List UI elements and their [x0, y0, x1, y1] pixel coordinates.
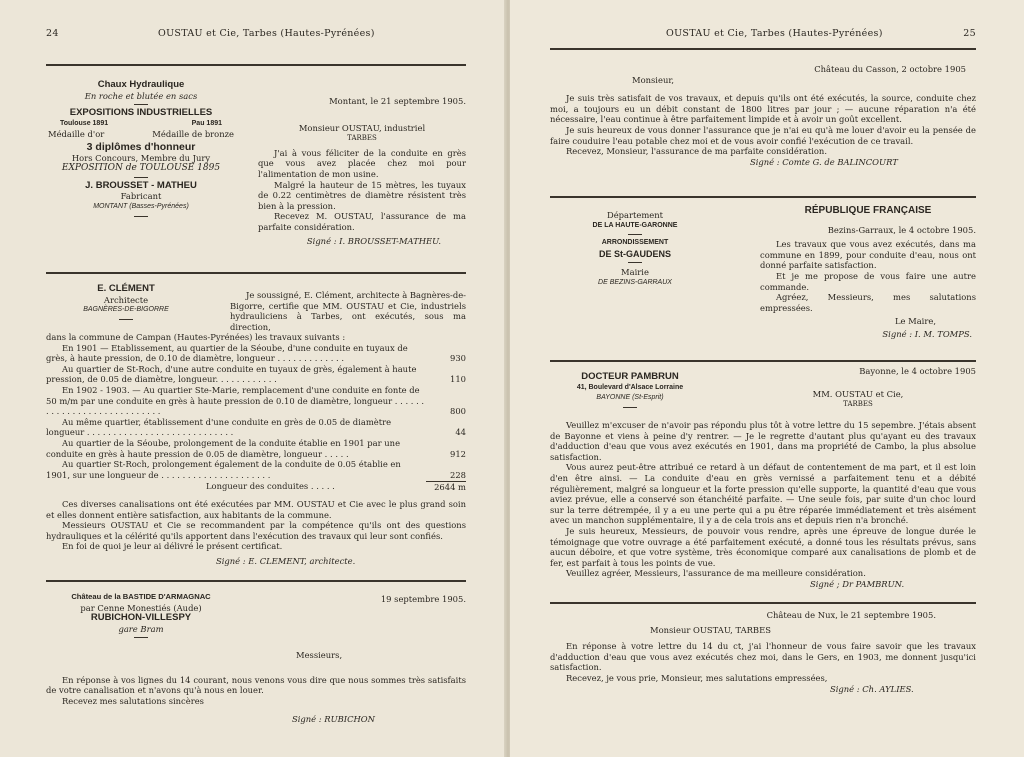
divider: [119, 319, 133, 320]
firm-subtitle: En roche et blutée en sacs: [84, 90, 198, 101]
letter-pambrun: [550, 420, 976, 590]
page-number: 25: [963, 28, 976, 39]
architect-place: BAGNÈRES-DE-BIGORRE: [83, 306, 169, 314]
letter-body: Je suis heureux, Messieurs, de pouvoir vous rendre, après une épreuve de longue durée le témoignage que votre ouvrage a été parfaitement exécuté, a donné tous les résultats prévus, sans aucun déboire, et que votre système, très économique comparé aux canalisations de plomb et de fer, est parfait à tous les points de vue.: [550, 525, 976, 568]
letter-date: Château de Nux, le 21 septembre 1905.: [766, 610, 936, 620]
letter-body: Les travaux que vous avez exécutés, dans ma commune en 1899, pour conduite d'eau, nous ont donné parfaite satisfaction.: [760, 239, 976, 271]
divider: [134, 177, 148, 178]
work-item-text: Au quartier de la Séoube, prolongement de la conduite établie en 1901 par une conduite en grès à haute pression de 0.05 de diamètre, longueur . . . . .: [46, 437, 401, 459]
addressee: MM. OUSTAU et Cie,: [812, 388, 904, 399]
letter-date: Montant, le 21 septembre 1905.: [329, 96, 466, 106]
section-rule: [550, 602, 976, 604]
letterhead-rubichon: [46, 592, 236, 641]
salutation: Monsieur,: [632, 74, 675, 85]
divider: [134, 637, 148, 638]
chateau-name: Château de la BASTIDE D'ARMAGNAC: [71, 592, 211, 601]
work-item-text: En 1902 - 1903. — Au quartier Ste-Marie, remplacement d'une conduite en fonte de 50 m/m par une conduite en grès à haute pression de 0.10 de diamètre, longueur . . . . . . . . . . . . . . . . . . . . . . . . . . . .: [46, 384, 425, 417]
work-item: [46, 438, 466, 459]
chateau-location: par Cenne Monestiés (Aude): [80, 602, 202, 613]
running-head-right: [666, 28, 976, 39]
certificate-paragraph: Ces diverses canalisations ont été exécutées par MM. OUSTAU et Cie avec le plus grand soin et elles donnent entière satisfaction, aux habitants de la commune.: [46, 498, 466, 520]
certificate-intro2: dans la commune de Campan (Hautes-Pyrénées) les travaux suivants :: [46, 332, 346, 342]
letter-body: Je suis très satisfait de vos travaux, et depuis qu'ils ont été exécutés, la source, conduite chez moi, a toujours eu un débit constant de 1800 litres par jour ; — aucune réparation n'a été nécessaire, l'eau continue à être parfaitement limpide et à avoir un goût excellent.: [550, 93, 976, 125]
medal-gold: Médaille d'or: [48, 129, 105, 140]
letter-body: Je suis heureux de vous donner l'assurance que je n'ai eu qu'à me louer d'avoir eu la pensée de faire couduire l'eau potable chez moi et de vous avoir confié l'exécution de ce travail.: [550, 124, 976, 146]
work-item-text: Au même quartier, établissement d'une conduite en grès de 0.05 de diamètre longueur . . . . . . . . . . . . . . . . . . . . . . . . . . . .: [46, 416, 392, 438]
letter-body: Agréez, Messieurs, mes salutations empressées.: [760, 292, 976, 313]
right-page: [510, 0, 1024, 757]
expo-title: EXPOSITIONS INDUSTRIELLES: [69, 107, 213, 119]
mairie-name: DE BEZINS-GARRAUX: [598, 278, 672, 286]
owner-name: RUBICHON-VILLESPY: [90, 612, 192, 624]
arrondissement-name: DE St-GAUDENS: [598, 248, 671, 259]
work-item: [46, 364, 466, 385]
header-rule: [46, 64, 466, 66]
divider: [628, 234, 642, 235]
letterhead-pambrun: [550, 372, 710, 411]
section-rule: [46, 272, 466, 274]
certificate-paragraph: En foi de quoi je leur ai délivré le présent certificat.: [62, 541, 283, 552]
signature: Signé : I. M. TOMPS.: [882, 328, 972, 339]
firm-name: Chaux Hydraulique: [97, 79, 185, 90]
letter-tomps: [760, 206, 976, 340]
left-page: [0, 0, 506, 757]
letter-body: Malgré la hauteur de 15 mètres, les tuyaux de 0.22 centimètres de diamètre résistent très bien à la pression.: [258, 179, 466, 211]
letter-pambrun-head: [740, 366, 976, 410]
dept-label: Département: [606, 210, 663, 220]
letter-date: Bayonne, le 4 octobre 1905: [859, 366, 976, 376]
medal-bronze: Médaille de bronze: [152, 129, 234, 140]
dept-name: DE LA HAUTE-GARONNE: [592, 221, 678, 229]
header-rule: [550, 48, 976, 50]
signer-place: MONTANT (Basses-Pyrénées): [93, 202, 189, 210]
exposition-toulouse: EXPOSITION de TOULOUSE 1895: [61, 163, 221, 174]
addressee-city: TARBES: [843, 400, 873, 409]
le-maire: Le Maire,: [894, 316, 936, 327]
letter-date: 19 septembre 1905.: [380, 594, 466, 604]
work-item: [46, 417, 466, 438]
work-item-text: Au quartier de St-Roch, d'une autre conduite en tuyaux de grès, également à haute pression, de 0.05 de diamètre, longueur. . . . . . . . . . . .: [46, 363, 417, 385]
signature: Signé : E. CLEMENT, architecte.: [216, 555, 356, 566]
expo-pau: Pau 1891: [191, 119, 222, 127]
letter-rubichon: [46, 650, 466, 725]
signer-name: J. BROUSSET - MATHEU: [85, 179, 197, 191]
signature: Signé : RUBICHON: [292, 714, 376, 725]
work-item-length: 800: [450, 406, 466, 417]
certificate-body: [46, 332, 466, 566]
section-rule: [550, 196, 976, 198]
work-item-text: En 1901 — Etablissement, au quartier de la Séoube, d'une conduite en tuyaux de grès, à haute pression, de 0.10 de diamètre, longueur . . . . . . . . . . . . .: [46, 342, 408, 364]
total-value: 2644 m: [426, 481, 466, 493]
mairie-label: Mairie: [621, 267, 649, 278]
letter-body: Veuillez m'excuser de n'avoir pas répondu plus tôt à votre lettre du 15 sepembre. J'étais absent de Bayonne et viens à peine d'y rentrer. — Je le regrette d'autant plus qu'ayant eu des travaux d'adduction d'eau que vous avez exécutés en 1901, dans ma propriété de Cambo, la plus absolue satisfaction.: [550, 420, 976, 462]
work-item-length: 228: [450, 469, 466, 480]
letter-body: Recevez, je vous prie, Monsieur, mes salutations empressées,: [566, 672, 828, 683]
letterhead-brousset: [46, 80, 236, 220]
signer-role: Fabricant: [120, 191, 162, 202]
letterhead-mairie: [550, 210, 720, 289]
letter-body: Recevez mes salutations sincères: [62, 695, 204, 706]
section-rule: [550, 360, 976, 362]
letter-body: Recevez M. OUSTAU, l'assurance de ma parfaite considération.: [258, 211, 466, 232]
signature: Signé : I. BROUSSET-MATHEU.: [306, 235, 442, 246]
divider: [628, 262, 642, 263]
work-item-length: 912: [450, 448, 466, 459]
expo-toulouse: Toulouse 1891: [60, 119, 109, 127]
architect-name: E. CLÉMENT: [97, 283, 155, 294]
hors-concours: Hors Concours, Membre du Jury: [71, 152, 211, 163]
section-rule: [46, 580, 466, 582]
letter-balincourt: [550, 64, 976, 167]
republic-title: RÉPUBLIQUE FRANÇAISE: [804, 205, 932, 216]
divider: [623, 407, 637, 408]
doctor-address: 41, Boulevard d'Alsace Lorraine: [576, 383, 684, 391]
certificate-paragraph: Messieurs OUSTAU et Cie se recommandent par la compétence qu'ils ont des questions hydrauliques et la célérité qu'ils apportent dans l'exécution des travaux qui leur sont confiés.: [46, 520, 466, 541]
work-item-text: Au quartier St-Roch, prolongement également de la conduite de 0.05 établie en 1901, sur une longueur de . . . . . . . . . . . . . . . . . . . . .: [46, 459, 401, 480]
station: gare Bram: [118, 623, 164, 634]
architect-role: Architecte: [103, 294, 149, 305]
addressee-city: TARBES: [347, 134, 377, 143]
divider: [134, 104, 148, 105]
letter-body: Et je me propose de vous faire une autre commande.: [760, 270, 976, 292]
addressee: Monsieur OUSTAU, industriel: [298, 122, 426, 133]
work-item-length: 110: [450, 374, 466, 385]
arrondissement-label: ARRONDISSEMENT: [601, 239, 669, 247]
work-item-length: 44: [455, 427, 466, 438]
certificate-intro: Je soussigné, E. Clément, architecte à Bagnères-de-Bigorre, certifie que MM. OUSTAU et Cie, industriels hydrauliciens à Tarbes, ont exécutés, sous ma direction,: [230, 290, 466, 332]
letter-body: Veuillez agréer, Messieurs, l'assurance de ma meilleure considération.: [566, 568, 866, 579]
signature: Signé ; Dr PAMBRUN.: [810, 578, 905, 589]
work-item: [46, 385, 466, 417]
letter-body: J'ai à vous féliciter de la conduite en grès que vous avez placée chez moi pour l'alimentation de mon usine.: [258, 147, 466, 179]
letter-body: En réponse à vos lignes du 14 courant, nous venons vous dire que nous sommes très satisfaits de votre canalisation et n'avons qu'à nous en louer.: [46, 674, 466, 696]
letter-brousset: [258, 96, 466, 246]
work-item: [46, 459, 466, 480]
letterhead-clement: [46, 284, 206, 323]
works-list: [46, 343, 466, 481]
work-item-length: 930: [450, 353, 466, 364]
doctor-city: BAYONNE (St-Esprit): [596, 394, 664, 402]
letter-aylies: [550, 610, 976, 694]
total-label: Longueur des conduites . . . . .: [206, 481, 335, 492]
running-head-text: OUSTAU et Cie, Tarbes (Hautes-Pyrénées): [158, 28, 375, 39]
letter-date: Bezins-Garraux, le 4 octobre 1905.: [827, 224, 976, 235]
divider: [134, 216, 148, 217]
running-head-text: OUSTAU et Cie, Tarbes (Hautes-Pyrénées): [666, 28, 883, 39]
letter-body: Recevez, Monsieur, l'assurance de ma parfaite considération.: [566, 146, 827, 157]
signature: Signé : Ch. AYLIES.: [830, 683, 914, 694]
signature: Signé : Comte G. de BALINCOURT: [750, 156, 898, 167]
work-item: [46, 343, 466, 364]
letter-body: En réponse à votre lettre du 14 du ct, j'ai l'honneur de vous faire savoir que les travaux d'adduction d'eau que vous avez exécutés chez moi, dans le Gers, en 1903, me donnent jusqu'ici satisfaction.: [550, 641, 976, 673]
diplomes: 3 diplômes d'honneur: [86, 140, 196, 153]
letter-body: Vous aurez peut-être attribué ce retard à un défaut de contentement de ma part, et il est loin d'en être ainsi. — La conduite d'eau en grès vernissé a parfaitement tenu et a débité régulièrement, malgré sa longueur et la forte pression qu'elle supporte, la quantité d'eau que vous aviez prévue, elle a conservé son étanchéité parfaite. — Une seule fois, par suite d'un choc lourd sur la terre détrempée, il y a eu une perte qui a pu être réparée immédiatement et très aisément avec un manchon supplémentaire, il y a de cela trois ans et depuis rien n'a bronché.: [550, 462, 976, 526]
doctor-name: DOCTEUR PAMBRUN: [581, 371, 679, 382]
letter-date: Château du Casson, 2 octobre 1905: [814, 64, 966, 74]
addressee: Monsieur OUSTAU, TARBES: [650, 624, 771, 635]
salutation: Messieurs,: [296, 650, 343, 660]
page-number: 24: [46, 28, 59, 39]
